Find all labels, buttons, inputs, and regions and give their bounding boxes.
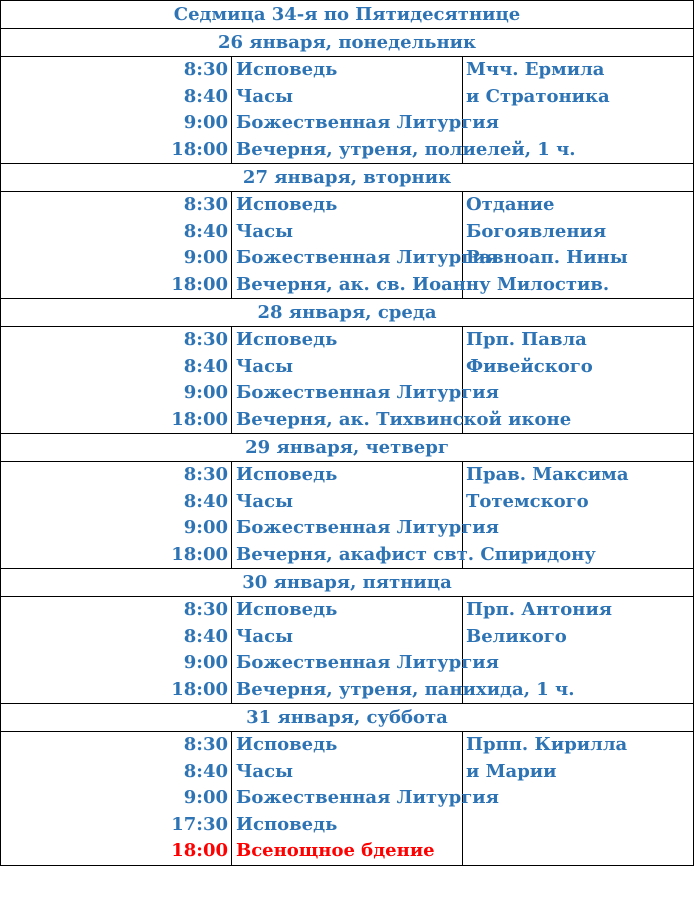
day-body-row (1, 57, 694, 164)
commemoration-line: Отдание (466, 194, 555, 215)
day-date: 28 января, среда (1, 299, 694, 327)
service-time: 8:40 (183, 85, 228, 107)
day-body-row (1, 462, 694, 569)
service-time: 9:00 (183, 787, 228, 808)
commemoration-line: Богоявления (466, 220, 607, 242)
service-name: Часы (236, 490, 294, 512)
service-name: Вечерня, утреня, панихида, 1 ч. (236, 678, 575, 700)
service-name: Вечерня, ак. Тихвинской иконе (236, 408, 572, 430)
service-time: 18:00 (171, 273, 228, 295)
day-date: 27 января, вторник (1, 164, 694, 192)
service-name: Божественная Литургия (236, 652, 499, 673)
commemoration-line: и Марии (466, 760, 557, 782)
service-time: 8:40 (183, 625, 228, 647)
commemoration-line: Прав. Максима (466, 464, 629, 485)
service-name: Часы (236, 355, 294, 377)
service-time: 9:00 (183, 112, 228, 133)
service-name: Исповедь (236, 813, 338, 835)
service-time: 8:30 (183, 194, 228, 215)
service-name: Исповедь (236, 59, 338, 80)
day-body-row (1, 327, 694, 434)
day-date: 29 января, четверг (1, 434, 694, 462)
service-name: Божественная Литургия (236, 787, 499, 808)
services-column (232, 732, 499, 866)
service-time: 9:00 (183, 247, 228, 268)
service-time: 8:30 (183, 734, 228, 755)
service-time: 17:30 (171, 813, 228, 835)
service-time: 18:00 (171, 678, 228, 700)
service-name: Часы (236, 85, 294, 107)
week-title-row (1, 1, 694, 29)
service-time: 18:00 (171, 840, 228, 861)
service-name: Часы (236, 220, 294, 242)
times-column (1, 462, 232, 569)
commemoration-line: Прп. Антония (466, 599, 613, 620)
commemoration-line: и Стратоника (466, 85, 610, 107)
service-name: Вечерня, утреня, полиелей, 1 ч. (236, 138, 576, 160)
day-body-row (1, 192, 694, 299)
times-column (1, 327, 232, 434)
times-column (1, 597, 232, 704)
commemoration-line: Фивейского (466, 355, 593, 377)
commemoration-line: Великого (466, 625, 567, 647)
day-body-row (1, 732, 694, 866)
service-name: Всенощное бдение (236, 840, 435, 861)
service-name: Исповедь (236, 329, 338, 350)
service-time: 8:40 (183, 760, 228, 782)
day-header-row (1, 29, 694, 57)
service-name: Божественная Литургия (236, 517, 499, 538)
service-time: 18:00 (171, 408, 228, 430)
commemoration-line: Тотемского (466, 490, 589, 512)
commemoration-line: Равноап. Нины (466, 247, 628, 268)
times-column (1, 192, 232, 299)
service-name: Исповедь (236, 599, 338, 620)
service-name: Исповедь (236, 194, 338, 215)
day-date: 31 января, суббота (1, 704, 694, 732)
service-name: Божественная Литургия (236, 382, 499, 403)
day-date: 26 января, понедельник (1, 29, 694, 57)
commemoration-line: Прп. Павла (466, 329, 587, 350)
commemoration-line: Мчч. Ермила (466, 59, 605, 80)
service-name: Божественная Литургия (236, 112, 499, 133)
service-name: Вечерня, ак. св. Иоанну Милостив. (236, 273, 610, 295)
day-header-row (1, 434, 694, 462)
commemoration-line: Прпп. Кирилла (466, 734, 628, 755)
day-body-row (1, 597, 694, 704)
service-time: 8:30 (183, 329, 228, 350)
service-time: 18:00 (171, 138, 228, 160)
service-name: Исповедь (236, 734, 338, 755)
day-header-row (1, 569, 694, 597)
day-header-row (1, 704, 694, 732)
service-name: Вечерня, акафист свт. Спиридону (236, 543, 596, 565)
times-column (1, 732, 232, 866)
service-name: Часы (236, 760, 294, 782)
week-title: Седмица 34-я по Пятидесятнице (1, 1, 694, 29)
day-header-row (1, 164, 694, 192)
service-time: 8:30 (183, 599, 228, 620)
service-time: 18:00 (171, 543, 228, 565)
day-date: 30 января, пятница (1, 569, 694, 597)
service-name: Исповедь (236, 464, 338, 485)
service-time: 9:00 (183, 652, 228, 673)
service-time: 8:40 (183, 490, 228, 512)
day-header-row (1, 299, 694, 327)
service-time: 8:40 (183, 220, 228, 242)
service-name: Божественная Литургия (236, 247, 499, 268)
service-time: 8:40 (183, 355, 228, 377)
service-time: 8:30 (183, 59, 228, 80)
service-time: 9:00 (183, 382, 228, 403)
service-name: Часы (236, 625, 294, 647)
service-time: 8:30 (183, 464, 228, 485)
times-column (1, 57, 232, 164)
service-time: 9:00 (183, 517, 228, 538)
